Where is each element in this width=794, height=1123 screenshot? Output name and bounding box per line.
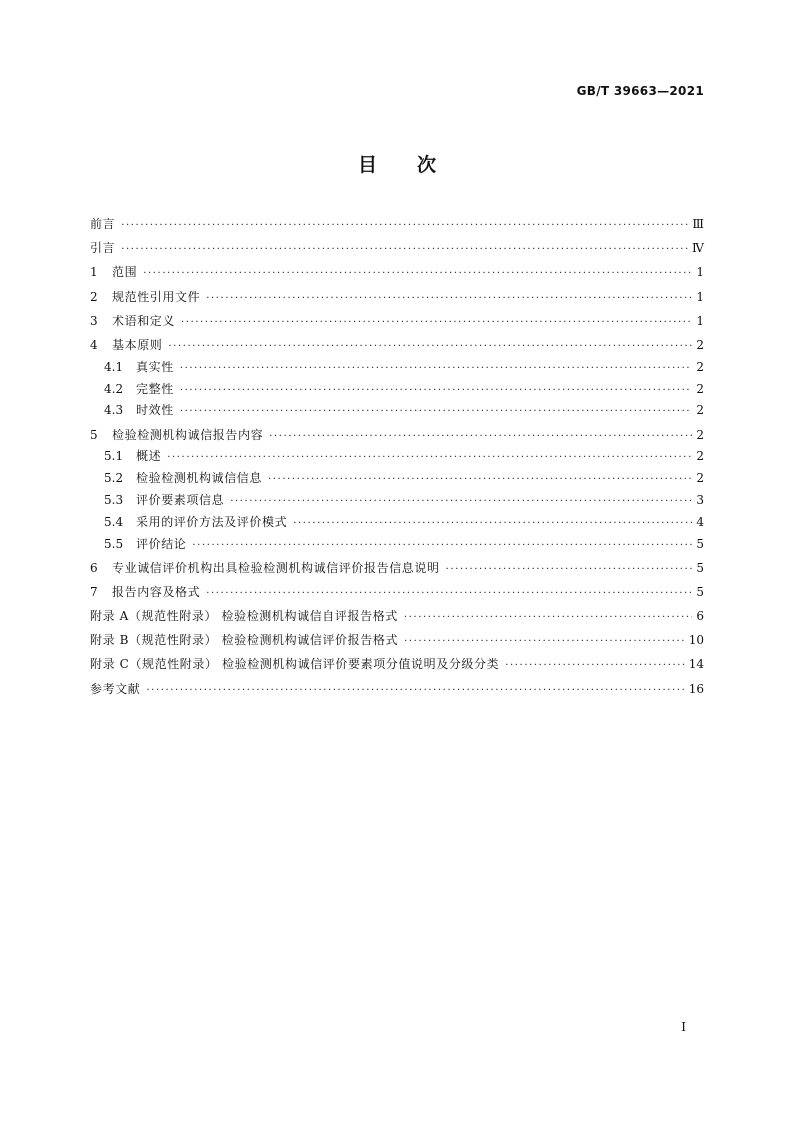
toc-entry[interactable] (90, 262, 704, 284)
toc-entry-page: 2 (696, 427, 704, 442)
toc-leader-dots (146, 680, 684, 702)
toc-entry-page: 16 (688, 681, 704, 696)
standard-code: GB/T 39663—2021 (576, 84, 704, 98)
toc-entry-label: 专业诚信评价机构出具检验检测机构诚信评价报告信息说明 (112, 560, 440, 575)
toc-leader-dots (404, 607, 692, 629)
toc-entry[interactable] (90, 400, 704, 422)
toc-entry-page: Ⅲ (692, 217, 704, 231)
toc-entry-page: 3 (696, 492, 704, 507)
toc-entry[interactable] (90, 558, 704, 580)
toc-entry-page: 6 (696, 609, 704, 624)
toc-leader-dots (181, 312, 692, 334)
toc-entry-page: 2 (696, 337, 704, 352)
toc-leader-dots (167, 447, 692, 469)
toc-entry-number: 5.2 (104, 471, 124, 486)
toc-entry-label: 引言 (90, 241, 116, 256)
toc-entry[interactable] (90, 679, 704, 701)
toc-entry[interactable] (90, 606, 704, 628)
toc-entry-page: 2 (696, 471, 704, 486)
toc-entry-page: 1 (696, 265, 704, 280)
toc-leader-dots (505, 655, 685, 677)
page-number: I (681, 1020, 686, 1034)
toc-entry-page: 2 (696, 449, 704, 464)
toc-leader-dots (192, 535, 692, 557)
toc-entry-label: 检验检测机构诚信信息 (136, 471, 263, 486)
toc-entry-label: 附录 A（规范性附录） 检验检测机构诚信自评报告格式 (90, 609, 398, 624)
toc-entry-label: 规范性引用文件 (112, 289, 201, 304)
toc-entry-label: 时效性 (136, 403, 174, 418)
toc-entry-label: 范围 (112, 265, 138, 280)
toc-leader-dots (206, 583, 692, 605)
toc-entry[interactable] (90, 311, 704, 333)
toc-entry-page: 2 (696, 381, 704, 396)
toc-entry-label: 采用的评价方法及评价模式 (136, 514, 288, 529)
toc-entry-page: 14 (688, 657, 704, 672)
toc-leader-dots (180, 380, 692, 402)
toc-leader-dots (143, 263, 692, 285)
toc-entry-label: 真实性 (136, 359, 174, 374)
toc-entry-number: 5 (90, 427, 98, 442)
toc-entry-label: 概述 (136, 449, 162, 464)
toc-entry[interactable] (90, 214, 704, 236)
toc-entry-number: 2 (90, 289, 98, 304)
toc-entry[interactable] (90, 630, 704, 652)
toc-entry-number: 5.3 (104, 492, 124, 507)
toc-leader-dots (180, 358, 692, 380)
toc-entry[interactable] (90, 534, 704, 556)
toc-entry-label: 评价要素项信息 (136, 492, 225, 507)
toc-entry-label: 附录 B（规范性附录） 检验检测机构诚信评价报告格式 (90, 633, 399, 648)
toc-entry-label: 完整性 (136, 381, 174, 396)
toc-leader-dots (293, 513, 692, 535)
toc-entry-page: 1 (696, 289, 704, 304)
toc-leader-dots (180, 401, 692, 423)
toc-entry-label: 评价结论 (136, 536, 187, 551)
toc-entry[interactable] (90, 468, 704, 490)
toc-entry-label: 前言 (90, 217, 116, 231)
toc-entry-number: 6 (90, 560, 98, 575)
toc-entry-page: 1 (696, 313, 704, 328)
toc-entry-label: 附录 C（规范性附录） 检验检测机构诚信评价要素项分值说明及分级分类 (90, 657, 500, 672)
toc-entry[interactable] (90, 379, 704, 401)
toc-leader-dots (168, 336, 692, 358)
toc-entry-page: 5 (696, 584, 704, 599)
toc-entry-page: 5 (696, 560, 704, 575)
toc-entry-number: 4.2 (104, 381, 124, 396)
toc-leader-dots (121, 239, 688, 261)
toc-entry-number: 3 (90, 313, 98, 328)
toc-entry[interactable] (90, 446, 704, 468)
toc-entry-page: 4 (696, 514, 704, 529)
toc-entry-number: 5.1 (104, 449, 124, 464)
toc-leader-dots (446, 559, 692, 581)
toc-entry-label: 检验检测机构诚信报告内容 (112, 427, 264, 442)
toc-entry-number: 5.4 (104, 514, 124, 529)
toc-entry-number: 4.3 (104, 403, 124, 418)
toc-entry[interactable] (90, 425, 704, 447)
toc-entry-label: 报告内容及格式 (112, 584, 201, 599)
toc-entry-page: 2 (696, 403, 704, 418)
toc-leader-dots (404, 631, 685, 653)
toc-entry-label: 基本原则 (112, 337, 163, 352)
toc-leader-dots (268, 469, 692, 491)
table-of-contents (90, 214, 704, 700)
toc-entry-number: 5.5 (104, 536, 124, 551)
toc-entry[interactable] (90, 357, 704, 379)
toc-entry-page: Ⅳ (692, 241, 704, 256)
toc-leader-dots (121, 215, 688, 237)
toc-entry-page: 5 (696, 536, 704, 551)
toc-entry-label: 参考文献 (90, 681, 141, 696)
toc-entry-number: 4 (90, 337, 98, 352)
toc-entry-label: 术语和定义 (112, 313, 176, 328)
toc-entry[interactable] (90, 512, 704, 534)
toc-leader-dots (269, 426, 692, 448)
toc-leader-dots (230, 491, 692, 513)
toc-entry[interactable] (90, 238, 704, 260)
toc-entry[interactable] (90, 490, 704, 512)
toc-entry-number: 7 (90, 584, 98, 599)
toc-entry[interactable] (90, 287, 704, 309)
toc-entry-page: 10 (688, 633, 704, 648)
page-title: 目次 (357, 154, 476, 176)
toc-entry[interactable] (90, 335, 704, 357)
toc-entry-number: 1 (90, 265, 98, 280)
toc-entry-page: 2 (696, 359, 704, 374)
toc-entry-number: 4.1 (104, 359, 124, 374)
toc-entry[interactable] (90, 582, 704, 604)
toc-leader-dots (206, 288, 692, 310)
toc-entry[interactable] (90, 654, 704, 676)
